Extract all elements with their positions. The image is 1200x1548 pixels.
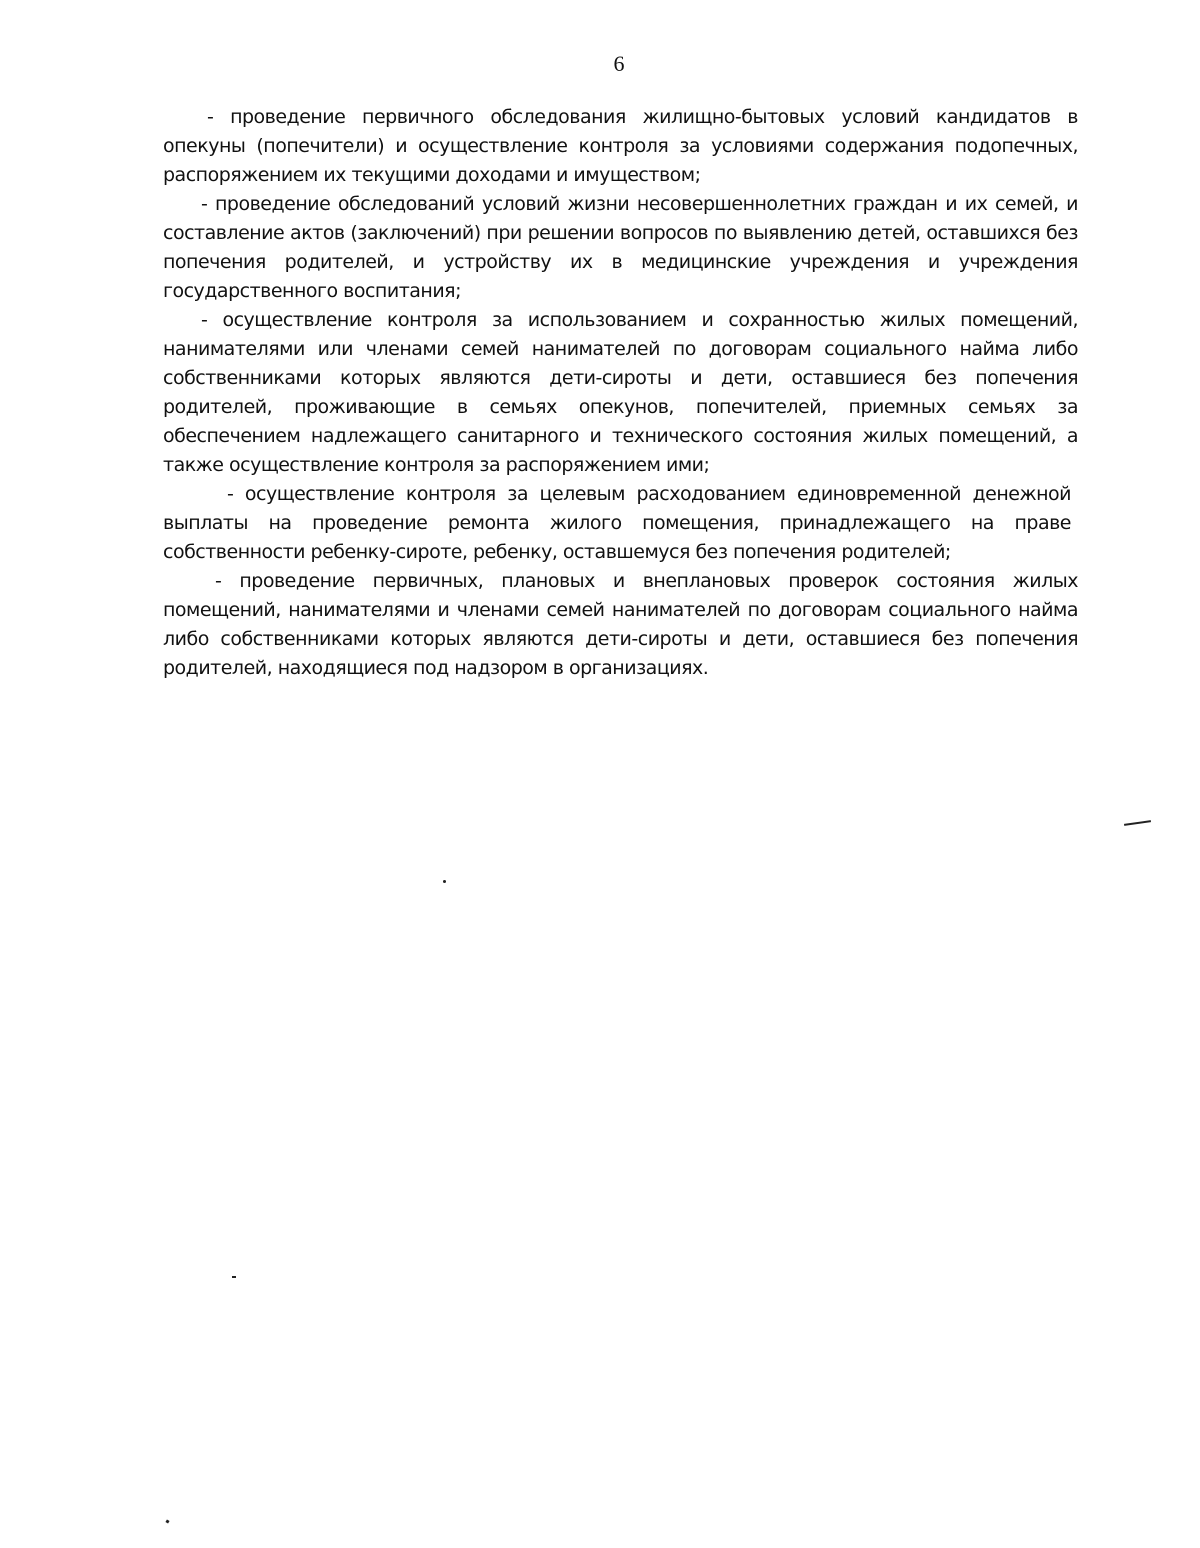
scan-speck <box>443 880 446 883</box>
page-number: 6 <box>613 51 625 76</box>
paragraph-primary-inspection: - проведение первичного обследования жилищно-бытовых условий кандидатов в опекуны (попечители) и осуществление контроля за условиями содержания подопечных, распоряжением их текущими доходами и имуществом; <box>163 106 1078 186</box>
paragraph-living-conditions-survey: - проведение обследований условий жизни несовершеннолетних граждан и их семей, и составление актов (заключений) при решении вопросов по выявлению детей, оставшихся без попечения родителей, и устройству их в медицинские учреждения и учреждения государственного воспитания; <box>163 193 1078 302</box>
paragraph-housing-control: - осуществление контроля за использованием и сохранностью жилых помещений, нанимателями или членами семей нанимателей по договорам социального найма либо собственниками которых являются дети-сироты и дети, оставшиеся без попечения родителей, проживающие в семьях опекунов, попечителей, приемных семьях за обеспечением надлежащего санитарного и технического состояния жилых помещений, а также осуществление контроля за распоряжением ими; <box>163 309 1078 476</box>
scan-speck <box>165 1519 169 1523</box>
paragraph-housing-inspections: - проведение первичных, плановых и внеплановых проверок состояния жилых помещений, нанимателями и членами семей нанимателей по договорам социального найма либо собственниками которых являются дети-сироты и дети, оставшиеся без попечения родителей, находящиеся под надзором в организациях. <box>163 570 1078 679</box>
paragraph-repair-payment-control: - осуществление контроля за целевым расходованием единовременной денежной выплаты на проведение ремонта жилого помещения, принадлежащего на праве собственности ребенку-сироте, ребенку, оставшемуся без попечения родителей; <box>163 483 1071 563</box>
scan-mark-dash <box>1124 820 1151 826</box>
document-body <box>163 103 1078 683</box>
scan-speck <box>232 1276 236 1278</box>
